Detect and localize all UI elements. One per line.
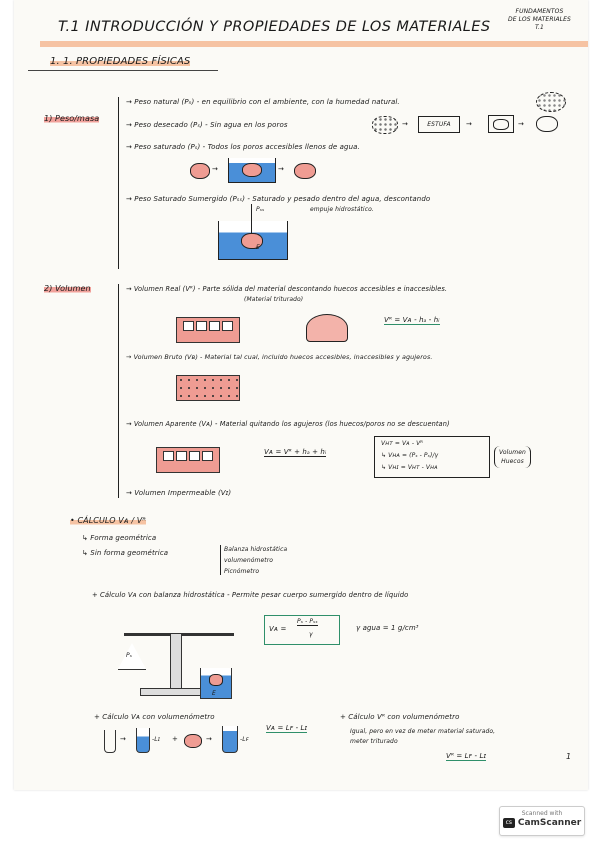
volumen-bracket <box>118 284 119 498</box>
sample-stone-icon <box>184 734 202 748</box>
plus-icon: + <box>172 735 178 743</box>
peso-bracket <box>118 97 119 269</box>
arrow-icon: → <box>278 165 284 173</box>
scanner-brand: CamScanner <box>517 818 582 828</box>
peso-label: 1) Peso/masa <box>44 114 100 123</box>
metodo-balanza: Balanza hidrostática <box>224 546 288 553</box>
volumenometro-va-line: + Cálculo Vᴀ con volumenómetro <box>94 713 215 721</box>
calculo-forma: ↳ Forma geométrica <box>82 534 157 542</box>
arrow-icon: → <box>206 735 212 743</box>
pss-label: Pₛₛ <box>256 206 265 213</box>
volumenometro-note-2: meter triturado <box>350 738 398 745</box>
arrow-icon: → <box>402 120 408 128</box>
arrow-icon: → <box>466 120 472 128</box>
empuje-label: E <box>212 690 216 697</box>
volumenometro-va-formula: Vᴀ = Lꜰ - Lɪ <box>266 724 308 732</box>
volumenometro-note-1: Igual, pero en vez de meter material saturado, <box>350 728 496 735</box>
header-underline <box>40 41 588 47</box>
arrow-icon: → <box>120 735 126 743</box>
wet-stone-icon <box>294 163 316 179</box>
brick-hollow-icon <box>156 447 220 473</box>
li-label: -Lɪ <box>152 736 161 743</box>
peso-sumergido: → Peso Saturado Sumergido (Pₛₛ) - Saturado y pesado dentro del agua, descontando <box>126 195 431 203</box>
estufa-box: ESTUFA <box>418 116 460 133</box>
filled-tube-icon <box>222 726 238 753</box>
dry-stone-icon <box>372 116 398 134</box>
lf-label: -Lꜰ <box>240 736 249 743</box>
stone-icon <box>536 92 566 112</box>
crushed-material-icon <box>306 314 348 342</box>
section-underline <box>28 70 218 71</box>
empuje-label: E <box>256 244 260 251</box>
balance-column <box>170 633 182 691</box>
balanza-formula-box: Vᴀ = Pₛ - Pₛₛ γ <box>264 615 340 645</box>
camscanner-logo-icon: cs <box>503 818 515 828</box>
stone-box-icon <box>488 115 514 133</box>
section-title: 1. 1. PROPIEDADES FÍSICAS <box>50 56 191 67</box>
brick-dotted-icon <box>176 375 240 401</box>
dry-stone-icon <box>536 116 558 132</box>
volumen-label: 2) Volumen <box>44 284 91 293</box>
huecos-box: Vʜᴛ = Vᴀ - Vᴿ ↳ Vʜᴀ = (Pₛ - Pₛ)/γ ↳ Vʜɪ = Vʜᴛ - Vʜᴀ <box>374 436 490 478</box>
metodo-volumenometro: volumenómetro <box>224 557 274 564</box>
gamma-agua: γ agua = 1 g/cm³ <box>356 624 419 632</box>
huecos-note: Volumen Huecos <box>494 446 531 468</box>
camscanner-badge <box>499 806 585 836</box>
page-number: 1 <box>566 752 572 761</box>
volumen-impermeable: → Volumen Impermeable (Vɪ) <box>126 489 232 497</box>
volumen-bruto: → Volumen Bruto (Vʙ) - Material tal cual, incluido huecos accesibles, inaccesibles y agujeros. <box>126 353 433 361</box>
metodos-bracket <box>220 545 221 575</box>
peso-saturado: → Peso saturado (Pₛ) - Todos los poros accesibles llenos de agua. <box>126 143 360 151</box>
volumen-real: → Volumen Real (Vᴿ) - Parte sólida del material descontando huecos accesibles e inaccesibles. <box>126 285 448 293</box>
calculo-title: • CÁLCULO Vᴀ / Vᴿ <box>70 516 146 525</box>
volumen-real-formula: Vᴿ = Vᴀ - hₐ - hᵢ <box>384 316 440 324</box>
empty-tube-icon <box>104 730 116 753</box>
header-corner-note: FUNDAMENTOS DE LOS MATERIALES T.1 <box>508 8 571 31</box>
volumenometro-vr-formula: Vᴿ = Lꜰ - Lɪ <box>446 752 487 760</box>
arrow-icon: → <box>212 165 218 173</box>
peso-natural: → Peso natural (Pₙ) - en equilibrio con el ambiente, con la humedad natural. <box>126 98 400 106</box>
water-tank-icon <box>228 158 276 183</box>
water-beaker-icon <box>200 668 232 699</box>
header-title: T.1 INTRODUCCIÓN Y PROPIEDADES DE LOS MATERIALES <box>58 19 491 35</box>
ps-label: Pₛ <box>126 652 133 659</box>
balanza-line: + Cálculo Vᴀ con balanza hidrostática - Permite pesar cuerpo sumergido dentro de líquido <box>92 591 409 599</box>
scanner-caption: Scanned with <box>521 810 563 817</box>
suspension-line <box>251 204 252 234</box>
metodo-picnometro: Picnómetro <box>224 568 260 575</box>
calculo-sin-forma: ↳ Sin forma geométrica <box>82 549 169 557</box>
volumenometro-vr-line: + Cálculo Vᴿ con volumenómetro <box>340 713 460 721</box>
arrow-icon: → <box>518 120 524 128</box>
filled-tube-icon <box>136 728 150 753</box>
peso-sumergido-2: empuje hidrostático. <box>310 206 374 213</box>
volumen-aparente: → Volumen Aparente (Vᴀ) - Material quitando los agujeros (los huecos/poros no se descuentan) <box>126 420 450 428</box>
submerged-tank-icon <box>218 221 288 260</box>
volumen-real-2: (Material triturado) <box>244 296 304 303</box>
peso-desecado: → Peso desecado (Pₛ) - Sin agua en los poros <box>126 121 288 129</box>
wet-stone-icon <box>190 163 210 179</box>
brick-hollow-icon <box>176 317 240 343</box>
volumen-aparente-formula: Vᴀ = Vᴿ + hₐ + hᵢ <box>264 448 327 456</box>
